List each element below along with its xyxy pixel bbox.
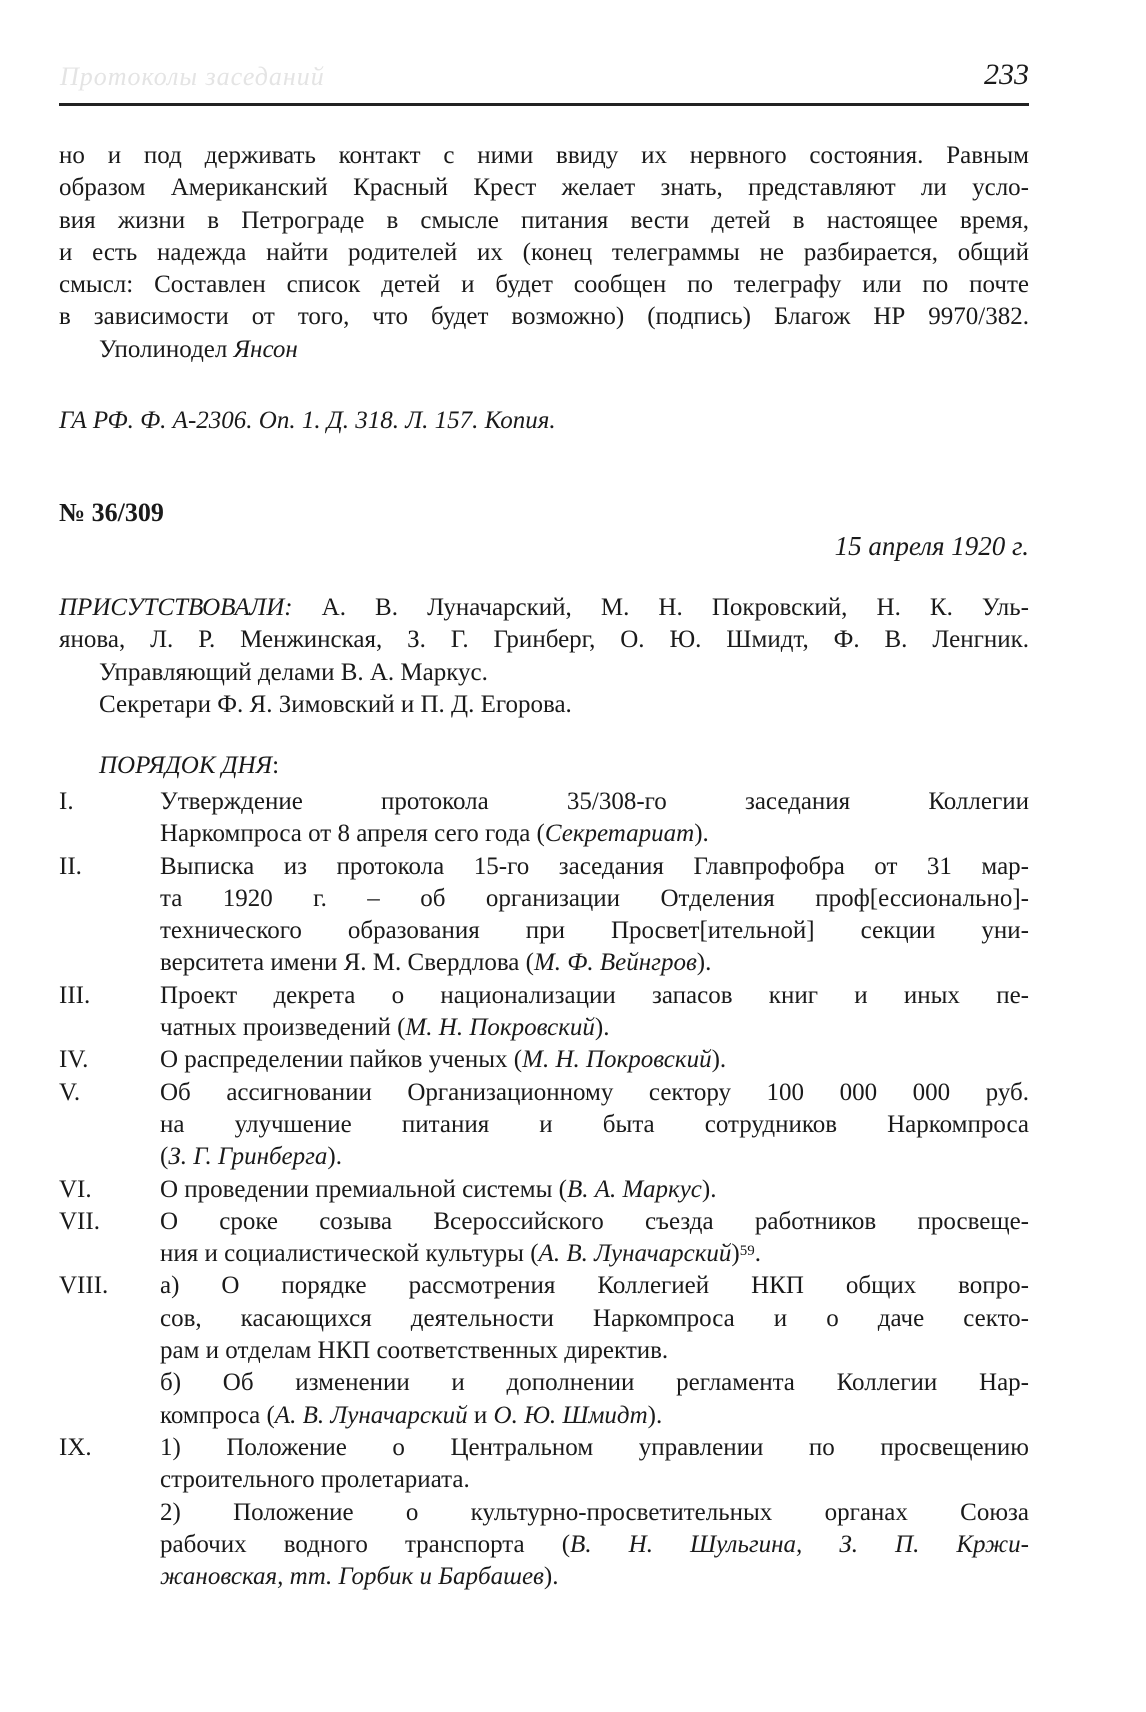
attendees	[59, 592, 1029, 721]
agenda-line: та 1920 г. – об организации Отделения проф[ессионально]-	[160, 884, 1029, 912]
document-date: 15 апреля 1920 г.	[834, 531, 1029, 561]
agenda-line: на улучшение питания и быта сотрудников Наркомпроса	[160, 1110, 1029, 1138]
agenda-line: жановская, тт. Горбик и Барбашев).	[160, 1563, 559, 1591]
running-title: Протоколы заседаний	[60, 62, 325, 91]
agenda-line: Наркомпроса от 8 апреля сего года (Секретариат).	[160, 820, 709, 848]
agenda-item-number: III.	[59, 981, 91, 1009]
agenda-line: а) О порядке рассмотрения Коллегией НКП общих вопро-	[160, 1272, 1029, 1300]
agenda-item	[59, 1206, 1029, 1271]
agenda-line: рабочих водного транспорта (В. Н. Шульгина, З. П. Кржи-	[160, 1530, 1029, 1558]
agenda-item-number: I.	[59, 788, 74, 815]
signature-name: Янсон	[233, 335, 298, 363]
attendees-line	[59, 592, 1029, 624]
agenda-item	[59, 786, 1029, 851]
signature-prefix: Уполинодел	[99, 335, 234, 363]
agenda-item	[59, 1044, 1029, 1076]
signature-line	[59, 334, 1029, 366]
agenda-line: 2) Положение о культурно-просветительных органах Союза	[160, 1498, 1029, 1526]
page-number: 233	[984, 58, 1029, 91]
agenda-line: О проведении премиальной системы (В. А. Маркус).	[160, 1175, 717, 1203]
intro-paragraph	[59, 140, 1029, 366]
agenda-line: Проект декрета о национализации запасов книг и иных пе-	[160, 981, 1029, 1009]
source-reference: ГА РФ. Ф. А-2306. Оп. 1. Д. 318. Л. 157. Копия.	[59, 407, 556, 434]
agenda-line: верситета имени Я. М. Свердлова (М. Ф. Вейнгров).	[160, 949, 712, 977]
agenda-item	[59, 1270, 1029, 1431]
agenda-item	[59, 980, 1029, 1045]
attendees-names: А. В. Луначарский, М. Н. Покровский, Н. К. Уль-	[292, 594, 1029, 621]
agenda-item	[59, 1432, 1029, 1593]
agenda-line: чатных произведений (М. Н. Покровский).	[160, 1014, 610, 1042]
agenda-list	[59, 786, 1029, 1593]
agenda-item	[59, 1174, 1029, 1206]
document-number: № 36/309	[59, 498, 164, 527]
agenda-line: Утверждение протокола 35/308-го заседания Коллегии	[160, 788, 1029, 815]
agenda-item-number: IV.	[59, 1046, 89, 1074]
agenda-line: ния и социалистической культуры (А. В. Луначарский)$^{59}$.	[160, 1240, 761, 1268]
agenda-item-number: II.	[59, 852, 82, 880]
manager-line: Управляющий делами В. А. Маркус.	[99, 658, 488, 686]
agenda-line: технического образования при Просвет[ительной] секции уни-	[160, 917, 1029, 945]
agenda-line: Выписка из протокола 15-го заседания Главпрофобра от 31 мар-	[160, 852, 1029, 880]
agenda-title: ПОРЯДОК ДНЯ:	[99, 752, 280, 779]
text-line: образом Американский Красный Крест желает знать, представляют ли усло-	[59, 174, 1029, 202]
agenda-item-number: V.	[59, 1078, 81, 1106]
agenda-line: сов, касающихся деятельности Наркомпроса и о даче секто-	[160, 1304, 1029, 1332]
text-line: смысл: Составлен список детей и будет сообщен по телеграфу или по почте	[59, 271, 1029, 299]
agenda-line: 1) Положение о Центральном управлении по просвещению	[160, 1433, 1029, 1461]
text-line: но и под держивать контакт с ними ввиду их нервного состояния. Равным	[59, 142, 1029, 169]
secretaries-line: Секретари Ф. Я. Зимовский и П. Д. Егорова.	[99, 690, 572, 718]
header-rule	[59, 103, 1029, 106]
agenda-line: (З. Г. Гринберга).	[160, 1143, 342, 1171]
agenda-item	[59, 851, 1029, 980]
text-line: и есть надежда найти родителей их (конец телеграммы не разбирается, общий	[59, 238, 1029, 266]
agenda-line: О сроке созыва Всероссийского съезда работников просвеще-	[160, 1207, 1029, 1235]
text-line: вия жизни в Петрограде в смысле питания вести детей в настоящее время,	[59, 206, 1029, 234]
agenda-item	[59, 1077, 1029, 1174]
agenda-line: Об ассигновании Организационному сектору 100 000 000 руб.	[160, 1078, 1029, 1106]
agenda-line: строительного пролетариата.	[160, 1466, 470, 1494]
agenda-item-number: VII.	[59, 1207, 100, 1235]
agenda-line: О распределении пайков ученых (М. Н. Покровский).	[160, 1046, 727, 1074]
footnote-ref[interactable]: 59	[739, 1243, 755, 1260]
agenda-item-number: IX.	[59, 1433, 92, 1461]
agenda-line: б) Об изменении и дополнении регламента Коллегии Нар-	[160, 1369, 1029, 1397]
agenda-item-number: VIII.	[59, 1272, 109, 1300]
agenda-line: рам и отделам НКП соответственных директив.	[160, 1337, 669, 1365]
agenda-item-number: VI.	[59, 1175, 92, 1203]
agenda-line: компроса (А. В. Луначарский и О. Ю. Шмидт).	[160, 1401, 663, 1429]
attendees-label: ПРИСУТСТВОВАЛИ:	[59, 594, 293, 621]
attendees-line: янова, Л. Р. Менжинская, З. Г. Гринберг, О. Ю. Шмидт, Ф. В. Ленгник.	[59, 626, 1029, 654]
text-line: в зависимости от того, что будет возможно) (подпись) Благож НР 9970/382.	[59, 303, 1029, 331]
